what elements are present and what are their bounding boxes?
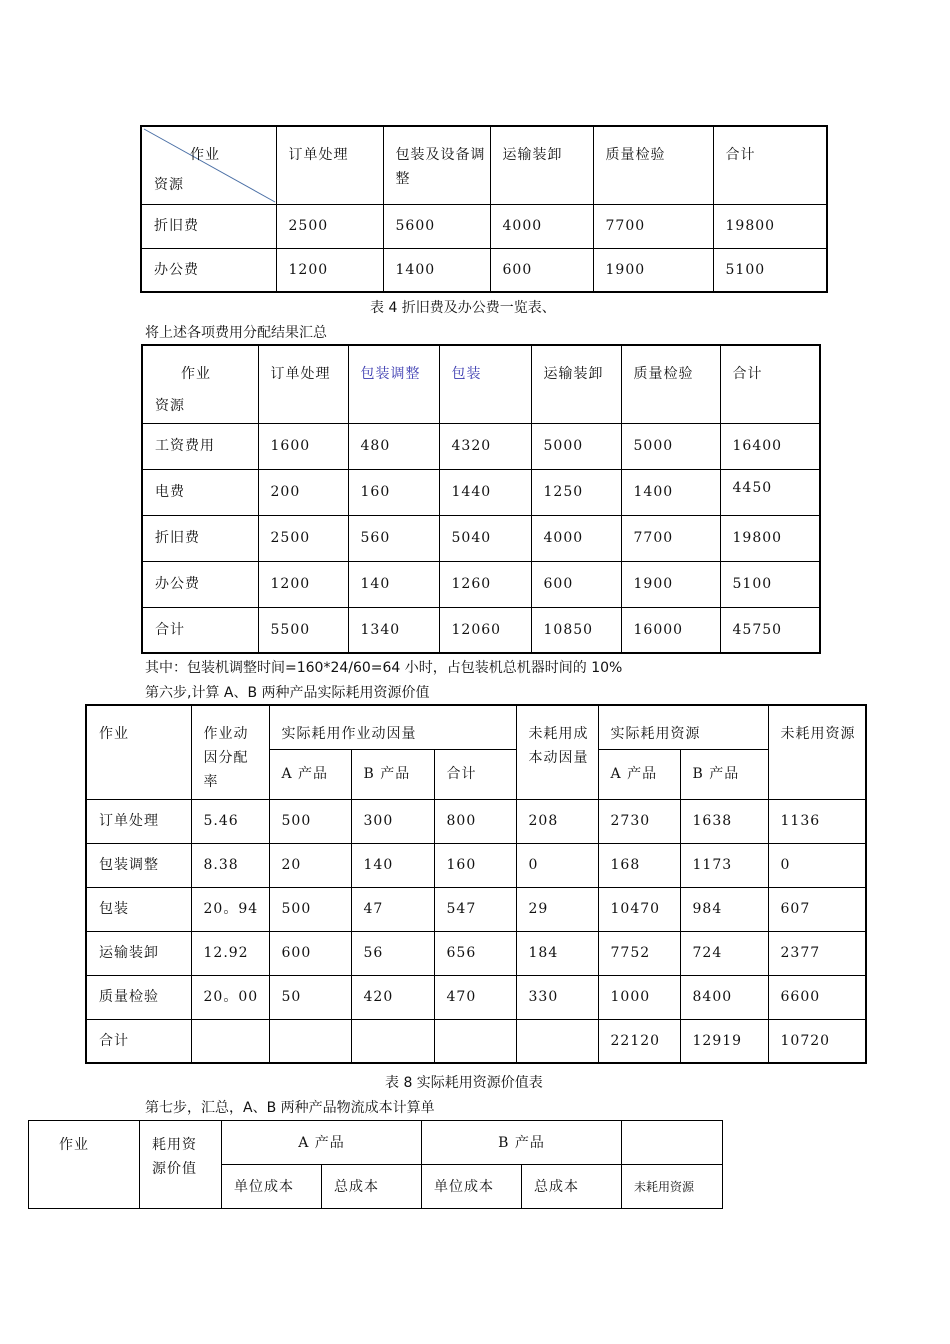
cost-summary-table — [141, 344, 821, 654]
cell: 1900 — [621, 561, 720, 607]
cell: 1400 — [621, 469, 720, 515]
row-label: 电费 — [142, 469, 258, 515]
cell: 1340 — [348, 607, 439, 653]
header-cell: 合计 — [713, 126, 827, 204]
cell: 200 — [258, 469, 348, 515]
header-a-product: A 产品 — [269, 749, 351, 799]
actual-resource-value-table — [85, 704, 867, 1064]
corner-activity-label: 作业 — [190, 147, 220, 163]
cell: 607 — [768, 887, 866, 931]
row-label: 运输装卸 — [86, 931, 191, 975]
step-six-heading: 第六步,计算 A、B 两种产品实际耗用资源价值 — [145, 685, 430, 701]
header-resource-value: 耗用资源价值 — [140, 1121, 222, 1209]
cell: 5500 — [258, 607, 348, 653]
table-row — [141, 204, 827, 248]
header-a-product: A 产品 — [222, 1121, 422, 1165]
header-activity: 作业 — [86, 705, 191, 799]
cell: 6600 — [768, 975, 866, 1019]
cell: 50 — [269, 975, 351, 1019]
cell: 1600 — [258, 423, 348, 469]
cell: 330 — [516, 975, 598, 1019]
corner-header-cell — [142, 345, 258, 423]
cell: 208 — [516, 799, 598, 843]
depreciation-office-table — [140, 125, 828, 293]
row-label: 合计 — [142, 607, 258, 653]
header-a-unit-cost: 单位成本 — [222, 1165, 322, 1209]
cell: 16000 — [621, 607, 720, 653]
header-a-total-cost: 总成本 — [322, 1165, 422, 1209]
cell: 8.38 — [191, 843, 269, 887]
logistics-cost-sheet-table — [28, 1120, 723, 1209]
row-label: 订单处理 — [86, 799, 191, 843]
cell: 45750 — [720, 607, 820, 653]
cell: 4000 — [531, 515, 621, 561]
cell: 5600 — [383, 204, 490, 248]
cell: 8400 — [680, 975, 768, 1019]
cell: 1200 — [276, 248, 383, 292]
header-unused-driver: 未耗用成本动因量 — [516, 705, 598, 799]
row-label: 办公费 — [142, 561, 258, 607]
cell: 4450 — [720, 469, 820, 515]
header-cell: 订单处理 — [276, 126, 383, 204]
allocation-note: 其中：包装机调整时间=160*24/60=64 小时，占包装机总机器时间的 10% — [145, 660, 623, 676]
cell: 10720 — [768, 1019, 866, 1063]
cell: 168 — [598, 843, 680, 887]
table-row — [142, 423, 820, 469]
table-row — [86, 843, 866, 887]
cell: 420 — [351, 975, 434, 1019]
cell: 12.92 — [191, 931, 269, 975]
cell: 724 — [680, 931, 768, 975]
diagonal-header-cell — [141, 126, 276, 204]
cell: 2730 — [598, 799, 680, 843]
row-label: 包装调整 — [86, 843, 191, 887]
cell: 984 — [680, 887, 768, 931]
header-b-total-cost: 总成本 — [522, 1165, 622, 1209]
cell: 500 — [269, 799, 351, 843]
header-b-product: B 产品 — [351, 749, 434, 799]
summary-intro: 将上述各项费用分配结果汇总 — [145, 325, 327, 341]
cell: 600 — [531, 561, 621, 607]
header-activity: 作业 — [29, 1121, 140, 1209]
cell: 656 — [434, 931, 516, 975]
row-label: 折旧费 — [141, 204, 276, 248]
header-cell: 质量检验 — [593, 126, 713, 204]
row-label: 合计 — [86, 1019, 191, 1063]
cell: 140 — [351, 843, 434, 887]
header-cell: 运输装卸 — [490, 126, 593, 204]
cell — [434, 1019, 516, 1063]
cell: 300 — [351, 799, 434, 843]
cell: 184 — [516, 931, 598, 975]
table-row — [86, 931, 866, 975]
table-row — [86, 799, 866, 843]
table4-caption: 表 4 折旧费及办公费一览表、 — [370, 300, 556, 316]
cell: 1136 — [768, 799, 866, 843]
cell: 0 — [768, 843, 866, 887]
table-row — [142, 515, 820, 561]
cell: 547 — [434, 887, 516, 931]
table-row — [86, 887, 866, 931]
cell: 1638 — [680, 799, 768, 843]
cell: 22120 — [598, 1019, 680, 1063]
table-row — [142, 607, 820, 653]
cell: 1250 — [531, 469, 621, 515]
header-blank — [622, 1121, 723, 1165]
row-label: 办公费 — [141, 248, 276, 292]
cell: 12919 — [680, 1019, 768, 1063]
cell: 160 — [434, 843, 516, 887]
cell: 7752 — [598, 931, 680, 975]
header-cell: 包装 — [439, 345, 531, 423]
cell: 19800 — [713, 204, 827, 248]
cell: 560 — [348, 515, 439, 561]
cell: 16400 — [720, 423, 820, 469]
cell: 800 — [434, 799, 516, 843]
cell: 140 — [348, 561, 439, 607]
row-label: 工资费用 — [142, 423, 258, 469]
header-actual-driver: 实际耗用作业动因量 — [269, 705, 516, 749]
cell: 5040 — [439, 515, 531, 561]
header-actual-resource: 实际耗用资源 — [598, 705, 768, 749]
table-row — [142, 469, 820, 515]
cell: 47 — [351, 887, 434, 931]
header-b-unit-cost: 单位成本 — [422, 1165, 522, 1209]
cell: 5100 — [713, 248, 827, 292]
cell: 1260 — [439, 561, 531, 607]
table-row — [86, 1019, 866, 1063]
cell: 480 — [348, 423, 439, 469]
table-row — [142, 561, 820, 607]
row-label: 折旧费 — [142, 515, 258, 561]
header-cell: 包装调整 — [348, 345, 439, 423]
corner-activity-label: 作业 — [181, 366, 211, 382]
header-cell: 订单处理 — [258, 345, 348, 423]
cell: 0 — [516, 843, 598, 887]
cell: 29 — [516, 887, 598, 931]
header-cell: 运输装卸 — [531, 345, 621, 423]
header-b-product: B 产品 — [422, 1121, 622, 1165]
table-row — [141, 248, 827, 292]
cell: 19800 — [720, 515, 820, 561]
cell: 4320 — [439, 423, 531, 469]
cell — [351, 1019, 434, 1063]
cell: 500 — [269, 887, 351, 931]
header-unused-resource: 未耗用资源 — [768, 705, 866, 799]
cell — [191, 1019, 269, 1063]
row-label: 包装 — [86, 887, 191, 931]
corner-resource-label: 资源 — [154, 177, 184, 193]
table8-caption: 表 8 实际耗用资源价值表 — [385, 1075, 543, 1091]
step-seven-heading: 第七步，汇总，A、B 两种产品物流成本计算单 — [145, 1100, 435, 1116]
cell: 10850 — [531, 607, 621, 653]
cell: 600 — [269, 931, 351, 975]
header-a-product: A 产品 — [598, 749, 680, 799]
cell: 4000 — [490, 204, 593, 248]
corner-resource-label: 资源 — [155, 398, 185, 414]
cell: 1173 — [680, 843, 768, 887]
header-cell: 合计 — [720, 345, 820, 423]
cell: 2377 — [768, 931, 866, 975]
cell: 7700 — [621, 515, 720, 561]
cell — [516, 1019, 598, 1063]
cell: 12060 — [439, 607, 531, 653]
cell: 470 — [434, 975, 516, 1019]
cell: 56 — [351, 931, 434, 975]
header-rate: 作业动因分配率 — [191, 705, 269, 799]
cell: 20。94 — [191, 887, 269, 931]
header-total: 合计 — [434, 749, 516, 799]
cell: 160 — [348, 469, 439, 515]
cell: 5000 — [621, 423, 720, 469]
cell: 5.46 — [191, 799, 269, 843]
header-b-product: B 产品 — [680, 749, 768, 799]
cell — [269, 1019, 351, 1063]
header-cell: 包装及设备调整 — [383, 126, 490, 204]
table-row — [86, 975, 866, 1019]
header-cell: 质量检验 — [621, 345, 720, 423]
cell: 1400 — [383, 248, 490, 292]
cell: 1000 — [598, 975, 680, 1019]
cell: 1900 — [593, 248, 713, 292]
cell: 1440 — [439, 469, 531, 515]
cell: 600 — [490, 248, 593, 292]
cell: 20 — [269, 843, 351, 887]
row-label: 质量检验 — [86, 975, 191, 1019]
cell: 20。00 — [191, 975, 269, 1019]
cell: 10470 — [598, 887, 680, 931]
cell: 2500 — [276, 204, 383, 248]
cell: 7700 — [593, 204, 713, 248]
cell: 2500 — [258, 515, 348, 561]
cell: 5000 — [531, 423, 621, 469]
header-unused-resource: 未耗用资源 — [622, 1165, 723, 1209]
cell: 5100 — [720, 561, 820, 607]
cell: 1200 — [258, 561, 348, 607]
